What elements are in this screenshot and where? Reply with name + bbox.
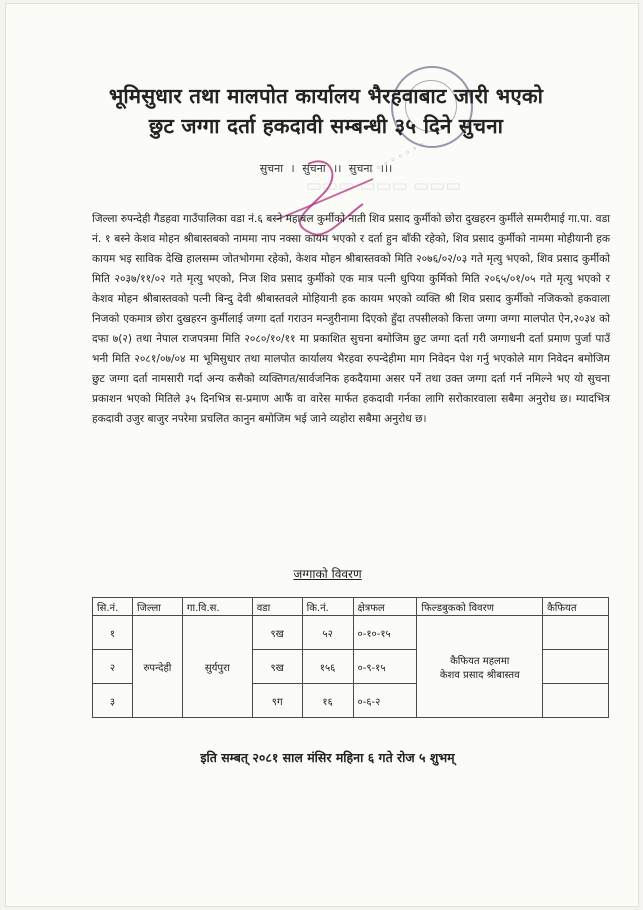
cell-serial: २ — [93, 650, 133, 684]
fieldbook-line-1: कैफियत महलमा — [450, 655, 510, 667]
notice-title-line-1: भूमिसुधार तथा मालपोत कार्यालय भैरहवाबाट जारी भएको — [108, 84, 544, 108]
cell-ward: ९ग — [252, 684, 302, 718]
cell-ward: ९ख — [252, 616, 302, 650]
notice-date-footer: इति सम्बत् २०८१ साल मंसिर महिना ६ गते रोज ५ शुभम् — [200, 750, 455, 765]
header-fieldbook: फिल्डबुकको विवरण — [417, 598, 543, 616]
header-vdc: गा.वि.स. — [182, 598, 252, 616]
notice-body-paragraph: जिल्ला रुपन्देही गैडहवा गाउँपालिका वडा नं.६ बस्ने महाबल कुर्मीको नाती शिव प्रसाद कुर्मीको छोरा दुखहरन कुर्मीले सम्मरीमाई गा.पा. वडा नं. १ बस्ने केशव मोहन श्रीबास्तबको नाममा नाप नक्सा कायम भएको र दर्ता हुन बाँकी रहेको, शिव प्रसाद कुर्मीको नाममा मोहीयानी हक कायम भइ साविक देखि हालसम्म जोतभोगमा रहेको, केशव मोहन श्रीबास्तवको मिति २०७६/०२/०३ गते मृत्यु भएको, शिव प्रसाद कुर्मीको मिति २०३७/११/०२ गते मृत्यु भएको, निज शिव प्रसाद कुर्मीको एक मात्र पत्नी धुपिया कुर्मिको मिति २०६५/०१/०५ गते मृत्यु भएको र केशव मोहन श्रीबास्तवको पत्नी बिन्दु देवी श्रीबास्तवले मोहियानी हक कायम भएको व्यक्ति श्री शिव प्रसाद कुर्मीको नजिकको हकवाला निजको एकमात्र छोरा दुखहरन कुर्मीलाई जग्गा दर्ता गराउन मन्जुरीनामा दिएको हुँदा तपसीलको कित्ता जग्गा जग्गा मालपोत ऐन,२०३४ को दफा ७(२) तथा नेपाल राजपत्रमा मिति २०८०/१०/११ मा प्रकाशित सुचना बमोजिम छुट जग्गा दर्ता गरी जग्गाधनी दर्ता प्रमाण पुर्जा पाउँ भनी मिति २०८१/०७/०४ मा भूमिसुधार तथा मालपोत कार्यालय भैरहवा रुपन्देहीमा माग निवेदन पेश गर्नु भएकोले माग निवेदन बमोजिम छुट जग्गा दर्ता नामसारी गर्दा अन्य कसैको व्यक्तिगत/सार्वजनिक हकदैयामा असर पर्ने तथा उक्त जग्गा दर्ता गर्न नमिल्ने भए यो सुचना प्रकाशन भएको मितिले ३५ दिनभित्र स-प्रमाण आफैं वा वारेस मार्फत हकदावी गर्नका लागि सरोकारवाला सबैमा अनुरोध छ। म्यादभित्र हकदावी उजुर बाजुर नपरेमा प्रचलित कानुन बमोजिम भई जाने व्यहोरा सबैमा अनुरोध छ। — [92, 213, 610, 425]
cell-area: ०-६-२ — [353, 684, 417, 718]
header-remarks: कैफियत — [543, 598, 609, 616]
cell-district: रुपन्देही — [132, 616, 182, 718]
notice-page — [6, 4, 638, 906]
cell-serial: १ — [93, 616, 133, 650]
header-serial: सि.नं. — [93, 598, 133, 616]
table-row — [93, 616, 609, 650]
land-details-heading — [6, 565, 643, 582]
header-district: जिल्ला — [132, 598, 182, 616]
seal-text-decoration: ◦ ◦ ◦ ◦ ◦ ◦ ◦ ◦ — [367, 139, 428, 179]
cell-remarks — [543, 616, 609, 650]
header-kitta: कि.नं. — [302, 598, 353, 616]
cell-fieldbook — [417, 616, 543, 718]
cell-kitta: १६ — [302, 684, 353, 718]
cell-serial: ३ — [93, 684, 133, 718]
notice-title-line-2: छुट जग्गा दर्ता हकदावी सम्बन्धी ३५ दिने सुचना — [148, 114, 504, 138]
land-details-table — [92, 597, 609, 718]
bleed-through-text: ▭▭▭ ▭▭▭ ▭▭▭ — [306, 176, 462, 196]
land-details-heading-text: जग्गाको विवरण — [293, 567, 362, 581]
header-ward: वडा — [252, 598, 302, 616]
cell-ward: ९ख — [252, 650, 302, 684]
fieldbook-line-2: केशव प्रसाद श्रीबास्तव — [439, 669, 520, 681]
cell-area: ०-९-१५ — [353, 650, 417, 684]
cell-remarks — [543, 650, 609, 684]
header-area: क्षेत्रफल — [353, 598, 417, 616]
table-header-row — [93, 598, 609, 616]
cell-vdc: सुर्यपुरा — [182, 616, 252, 718]
cell-area: ०-१०-१५ — [353, 616, 417, 650]
cell-kitta: १५६ — [302, 650, 353, 684]
cell-kitta: ५२ — [302, 616, 353, 650]
cell-remarks — [543, 684, 609, 718]
notice-repeat-line: सुचना । सुचना ।। सुचना ।।। — [259, 162, 393, 175]
